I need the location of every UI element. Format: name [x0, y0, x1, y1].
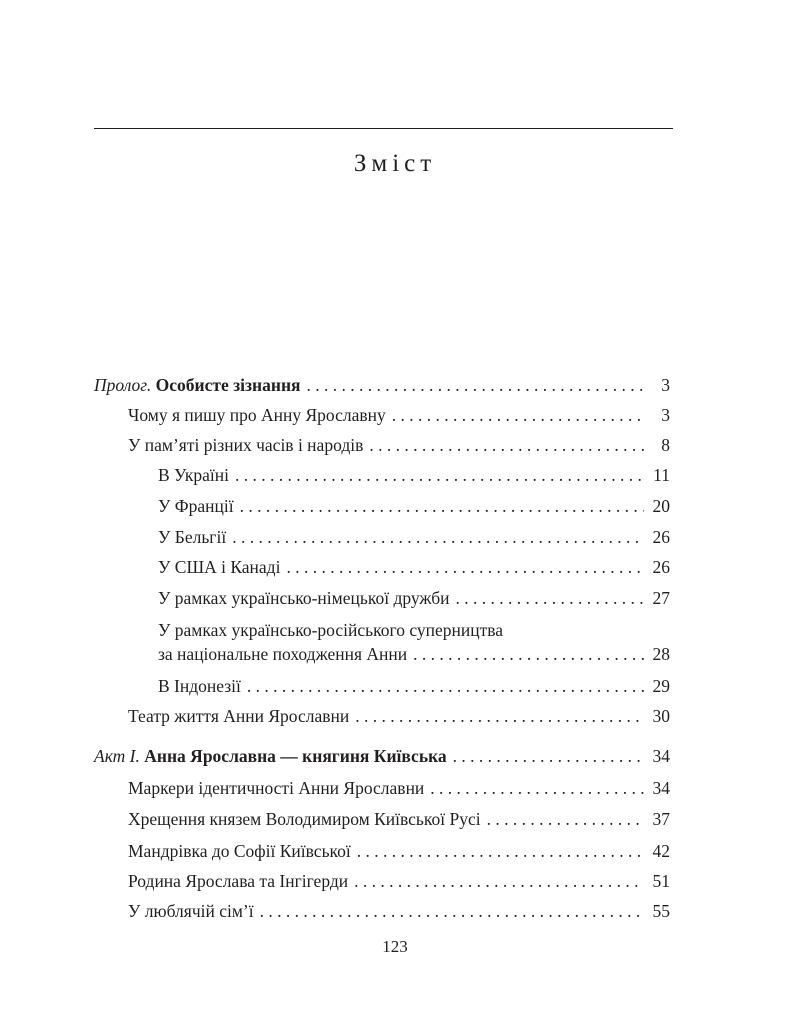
toc-page-number: 3	[661, 375, 670, 395]
toc-entry-label: Чому я пишу про Анну Ярославну	[128, 405, 386, 425]
toc-page-number: 3	[661, 405, 670, 425]
page-number-footer: 123	[382, 937, 408, 956]
toc-entry-label: У пам’яті різних часів і народів	[128, 435, 364, 455]
dot-leader	[456, 587, 644, 609]
toc-entry-label: У США і Канаді	[158, 557, 281, 577]
dot-leader	[307, 374, 644, 396]
toc-entry-label: У рамках українсько-німецької дружби	[158, 588, 450, 608]
toc-entry[interactable]	[128, 404, 670, 426]
dot-leader	[369, 434, 644, 456]
toc-entry-label: У люблячій сім’ї	[128, 901, 254, 921]
dot-leader	[392, 404, 644, 426]
dot-leader	[247, 675, 644, 697]
toc-page-number: 34	[652, 778, 670, 798]
toc-entry-label: В Україні	[158, 465, 230, 485]
toc-page-number: 42	[652, 841, 670, 861]
dot-leader	[487, 808, 644, 830]
toc-page-number: 26	[652, 557, 670, 577]
dot-leader	[235, 464, 644, 486]
toc-entry-label: Маркери ідентичності Анни Ярославни	[128, 778, 425, 798]
toc-entry[interactable]	[128, 434, 670, 456]
dot-leader	[354, 870, 644, 892]
toc-entry[interactable]	[158, 675, 670, 697]
toc-entry[interactable]	[128, 840, 670, 862]
toc-entry[interactable]	[158, 526, 670, 548]
toc-entry[interactable]	[158, 464, 670, 486]
toc-entry-label: Хрещення князем Володимиром Київської Русі	[128, 809, 481, 829]
dot-leader	[453, 745, 644, 767]
dot-leader	[232, 526, 644, 548]
toc-page-number: 20	[652, 496, 670, 516]
toc-page-number: 55	[652, 901, 670, 921]
toc-entry-two-line[interactable]	[158, 619, 670, 665]
dot-leader	[240, 495, 644, 517]
toc-entry[interactable]	[158, 495, 670, 517]
toc-entry-label: В Індонезії	[158, 676, 241, 696]
dot-leader	[413, 643, 644, 665]
toc-entry-label: У Франції	[158, 496, 234, 516]
dot-leader	[260, 900, 644, 922]
toc-page-number: 27	[652, 588, 670, 608]
toc-entry-label: Родина Ярослава та Інгігерди	[128, 871, 349, 891]
dot-leader	[430, 777, 644, 799]
toc-page-number: 26	[652, 527, 670, 547]
toc-entry[interactable]	[158, 587, 670, 609]
toc-entry-prefix: Акт І.	[94, 746, 140, 766]
toc-page-number: 28	[652, 644, 670, 664]
toc-page-number: 30	[652, 706, 670, 726]
dot-leader	[355, 705, 644, 727]
dot-leader	[357, 840, 644, 862]
toc-page-number: 37	[652, 809, 670, 829]
toc-entry-label: Анна Ярославна — княгиня Київська	[144, 746, 447, 766]
toc-entry-label: Мандрівка до Софії Київської	[128, 841, 351, 861]
toc-page-number: 29	[652, 676, 670, 696]
toc-page-number: 51	[652, 871, 670, 891]
toc-page-number: 8	[661, 435, 670, 455]
page-title: Зміст	[353, 150, 437, 177]
toc-entry-label: за національне походження Анни	[158, 644, 408, 664]
toc-entry-label: У Бельгії	[158, 527, 227, 547]
toc-entry[interactable]	[128, 900, 670, 922]
toc-entry-label: Театр життя Анни Ярославни	[128, 706, 350, 726]
toc-entry[interactable]	[128, 777, 670, 799]
toc-entry-act-1[interactable]	[94, 745, 670, 767]
toc-entry[interactable]	[128, 870, 670, 892]
toc-page-number: 34	[652, 746, 670, 766]
toc-entry[interactable]	[128, 808, 670, 830]
toc-entry[interactable]	[158, 556, 670, 578]
dot-leader	[286, 556, 644, 578]
toc-entry[interactable]	[128, 705, 670, 727]
toc-entry-prefix: Пролог.	[94, 375, 152, 395]
toc-entry-label-line1: У рамках українсько-російського суперництва	[158, 620, 504, 640]
toc-page-number: 11	[653, 465, 670, 485]
toc-entry-prologue[interactable]	[94, 374, 670, 396]
toc-entry-label: Особисте зізнання	[155, 375, 301, 395]
